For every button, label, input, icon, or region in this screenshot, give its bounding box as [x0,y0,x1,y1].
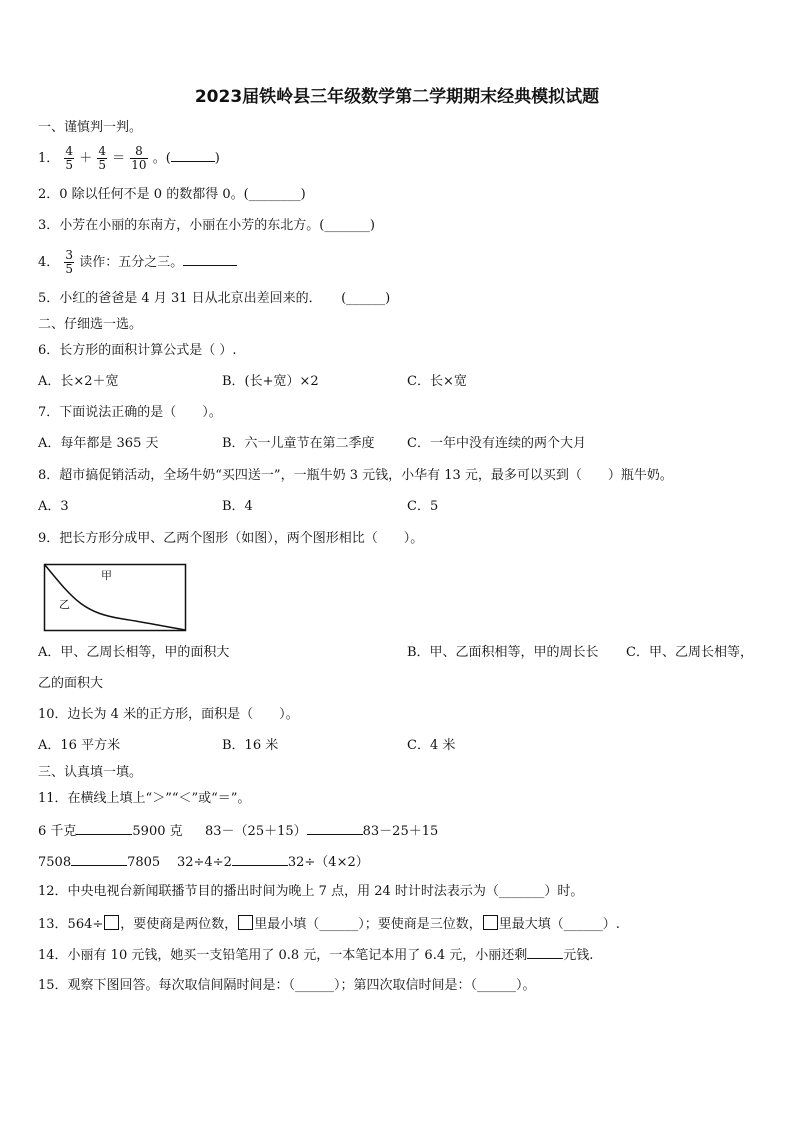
compare-blank[interactable] [232,853,288,866]
question-4: 4． $\frac{3}{5}$ 读作：五分之三。 [38,246,237,280]
question-15: 15．观察下图回答。每次取信间隔时间是：（______）；第四次取信时间是：（______）。 [38,978,536,993]
question-12: 12．中央电视台新闻联播节目的播出时间为晚上 7 点，用 24 时计时法表示为（_______）时。 [38,884,584,899]
compare-row-1b: 83－（25＋15） 83－25＋15 [205,824,439,839]
section-heading-3: 三、认真填一填。 [38,765,143,780]
question-14: 14．小丽有 10 元钱，她买一支铅笔用了 0.8 元，一本笔记本用了 6.4 元，小丽还剩 元钱. [38,948,594,963]
section-heading-1: 一、谨慎判一判。 [38,120,143,135]
option-6a[interactable]: A．长×2＋宽 [38,374,119,389]
option-10a[interactable]: A．16 平方米 [38,738,121,753]
question-7: 7．下面说法正确的是（ ）。 [38,405,222,420]
option-8a[interactable]: A．3 [38,499,69,514]
option-7c[interactable]: C．一年中没有连续的两个大月 [407,436,586,451]
page-title: 2023届铁岭县三年级数学第二学期期末经典模拟试题 [194,87,600,107]
answer-blank[interactable] [527,946,563,959]
option-7a[interactable]: A．每年都是 365 天 [38,436,159,451]
option-10b[interactable]: B．16 米 [222,738,279,753]
fraction-b: $\frac{4}{5}$ [98,144,106,172]
digit-box[interactable] [238,915,253,930]
option-9c-continued: 乙的面积大 [38,676,104,691]
label-yi: 乙 [59,598,70,611]
question-1: 1． $\frac{4}{5}$ ＋ $\frac{4}{5}$ ＝ $\frac{8}{10}$ 。( ) [38,144,220,172]
option-9c[interactable]: C．甲、乙周长相等， [626,645,753,660]
label-jia: 甲 [101,569,112,582]
digit-box[interactable] [104,915,119,930]
question-3: 3．小芳在小丽的东南方，小丽在小芳的东北方。(_______) [38,218,375,233]
compare-row-2b: 32÷4÷2 32÷（4×2） [177,855,369,870]
option-8b[interactable]: B．4 [222,499,253,514]
fraction-a: $\frac{4}{5}$ [65,144,74,172]
question-9: 9．把长方形分成甲、乙两个图形（如图），两个图形相比（ ）。 [38,531,424,546]
option-10c[interactable]: C．4 米 [407,738,456,753]
option-6b[interactable]: B．(长+宽）×2 [222,374,319,389]
question-5: 5．小红的爸爸是 4 月 31 日从北京出差回来的． (______) [38,291,391,306]
option-6c[interactable]: C．长×宽 [407,374,467,389]
fraction-c: $\frac{8}{10}$ [131,144,147,172]
question-10: 10．边长为 4 米的正方形，面积是（ ）。 [38,707,299,722]
option-9a[interactable]: A．甲、乙周长相等，甲的面积大 [38,645,230,660]
compare-blank[interactable] [76,822,132,835]
section-heading-2: 二、仔细选一选。 [38,317,143,332]
question-13: 13．564÷ ，要使商是两位数， 里最小填（______）；要使商是三位数， 里最大填（______）. [38,917,620,932]
compare-blank[interactable] [71,853,127,866]
compare-row-2a: 7508 7805 [38,855,161,870]
question-8: 8．超市搞促销活动，全场牛奶“买四送一”，一瓶牛奶 3 元钱，小华有 13 元，最多可以买到（ ）瓶牛奶。 [38,468,673,483]
rectangle-figure [43,563,188,633]
question-6: 6．长方形的面积计算公式是（ ）. [38,343,237,358]
option-9b[interactable]: B．甲、乙面积相等，甲的周长长 [407,645,599,660]
answer-blank[interactable] [183,253,237,266]
question-2: 2．0 除以任何不是 0 的数都得 0。(________) [38,187,306,202]
compare-blank[interactable] [307,822,363,835]
option-7b[interactable]: B．六一儿童节在第二季度 [222,436,375,451]
compare-row-1a: 6 千克 5900 克 [38,824,183,839]
option-8c[interactable]: C．5 [407,499,439,514]
question-11: 11．在横线上填上“＞”“＜”或“＝”。 [38,791,251,806]
answer-blank[interactable] [171,149,215,162]
digit-box[interactable] [483,915,498,930]
fraction-three-fifths: $\frac{3}{5}$ [65,248,74,276]
